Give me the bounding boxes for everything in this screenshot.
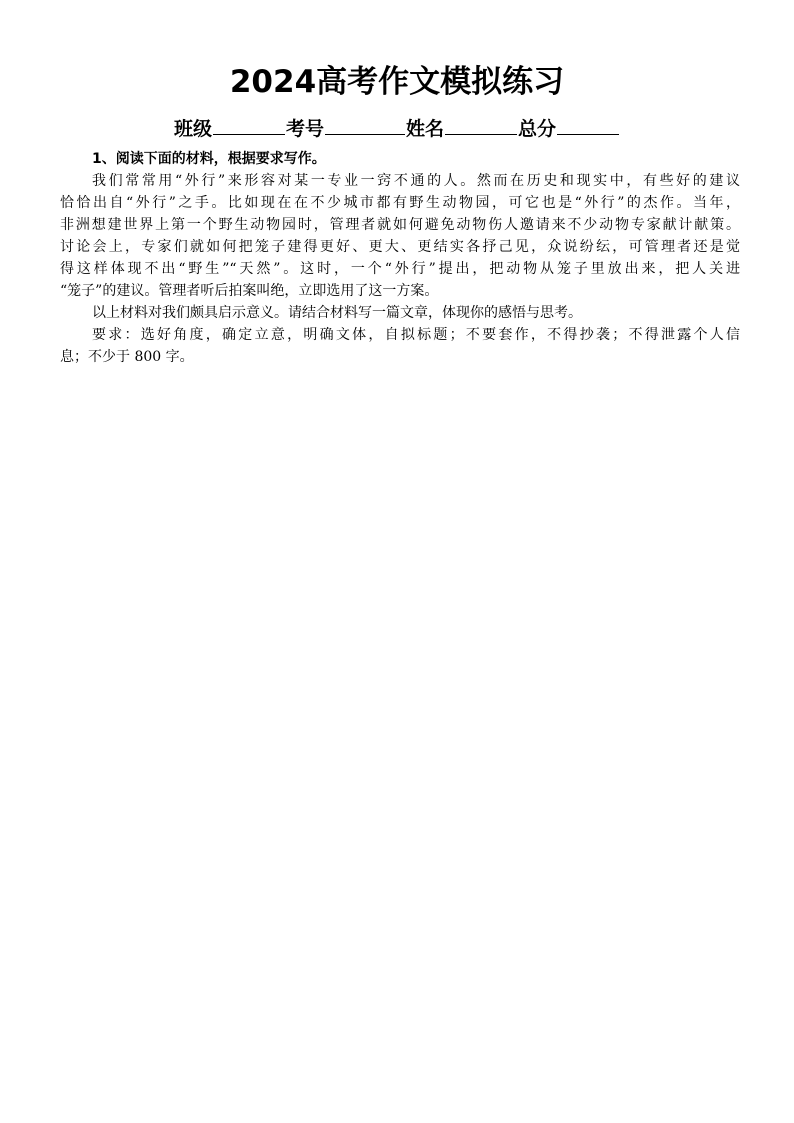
class-label: 班级 — [173, 118, 212, 140]
material-line: 我们常常用“外行”来形容对某一专业一窍不通的人。然而在历史和现实中，有些好的建议 — [92, 173, 740, 189]
material-line: 非洲想建世界上第一个野生动物园时，管理者就如何避免动物伤人邀请来不少动物专家献计献策。 — [60, 217, 740, 233]
material-line: “笼子”的建议。管理者听后拍案叫绝，立即选用了这一方案。 — [60, 283, 439, 299]
name-label: 姓名 — [406, 118, 445, 140]
class-blank[interactable] — [213, 114, 285, 135]
exam-number-label: 考号 — [285, 118, 324, 140]
score-blank[interactable] — [557, 114, 619, 135]
material-line: 得这样体现不出“野生”“天然”。这时，一个“外行”提出，把动物从笼子里放出来，把人关进 — [60, 261, 740, 277]
requirement-line: 要求：选好角度，确定立意，明确文体，自拟标题；不要套作，不得抄袭；不得泄露个人信 — [92, 327, 740, 343]
material-body — [60, 170, 740, 368]
question-heading: 1、阅读下面的材料，根据要求写作。 — [92, 151, 326, 167]
exam-number-blank[interactable] — [325, 114, 405, 135]
score-label: 总分 — [518, 118, 557, 140]
material-line: 恰恰出自“外行”之手。比如现在在不少城市都有野生动物园，可它也是“外行”的杰作。当年， — [60, 195, 740, 211]
prompt-line: 以上材料对我们颇具启示意义。请结合材料写一篇文章，体现你的感悟与思考。 — [92, 305, 582, 321]
student-info-line — [0, 114, 794, 143]
material-line: 讨论会上，专家们就如何把笼子建得更好、更大、更结实各抒己见，众说纷纭，可管理者还是觉 — [60, 239, 740, 255]
page-title: 2024高考作文模拟练习 — [229, 64, 565, 100]
requirement-line: 息；不少于 800 字。 — [60, 349, 194, 365]
name-blank[interactable] — [445, 114, 517, 135]
